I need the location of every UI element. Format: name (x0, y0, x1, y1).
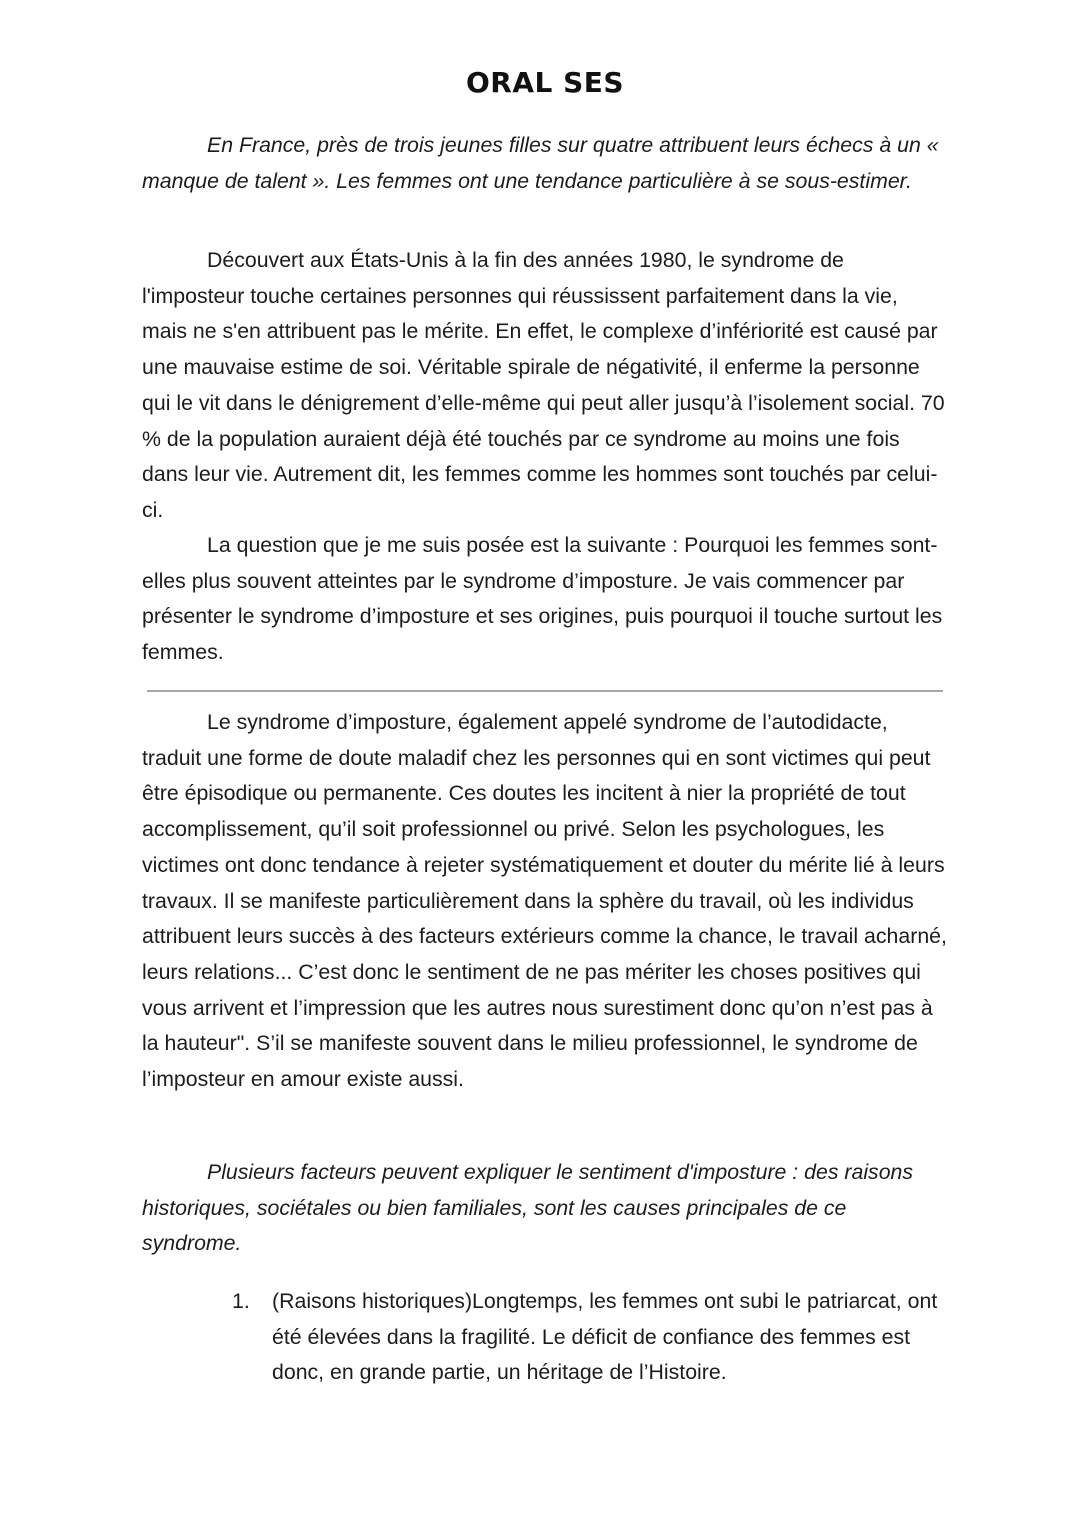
list-item (232, 1284, 952, 1391)
section-divider (147, 690, 943, 692)
definition-text: Le syndrome d’imposture, également appelé syndrome de l’autodidacte, traduit une forme de doute maladif chez les personnes qui en sont victimes qui peut être épisodique ou permanente. Ces doutes les incitent à nier la propriété de tout accomplissement, qu’il soit professionnel ou privé. Selon les psychologues, les victimes ont donc tendance à rejeter systématiquement et douter du mérite lié à leurs travaux. Il se manifeste particulièrement dans la sphère du travail, où les individus attribuent leurs succès à des facteurs extérieurs comme la chance, le travail acharné, leurs relations... C’est donc le sentiment de ne pas mériter les choses positives qui vous arrivent et l’impression que les autres nous surestiment donc qu’on n’est pas à la hauteur". S’il se manifeste souvent dans le milieu professionnel, le syndrome de l’imposteur en amour existe aussi. (142, 710, 947, 1092)
factors-text: Plusieurs facteurs peuvent expliquer le sentiment d'imposture : des raisons historiques, sociétales ou bien familiales, sont les causes principales de ce syndrome. (142, 1160, 914, 1256)
factors-paragraph (142, 1155, 947, 1262)
intro-text: En France, près de trois jeunes filles sur quatre attribuent leurs échecs à un « manque de talent ». Les femmes ont une tendance particulière à se sous-estimer. (142, 133, 939, 193)
question-paragraph (142, 528, 947, 671)
discovery-paragraph (142, 243, 947, 529)
definition-paragraph (142, 705, 947, 1098)
question-text: La question que je me suis posée est la suivante : Pourquoi les femmes sont-elles plus souvent atteintes par le syndrome d’imposture. Je vais commencer par présenter le syndrome d’imposture et ses origines, puis pourquoi il touche surtout les femmes. (142, 533, 943, 665)
document-title: ORAL SES (465, 66, 625, 99)
intro-paragraph (142, 128, 947, 199)
list-item-number: 1. (232, 1289, 250, 1313)
discovery-text: Découvert aux États-Unis à la fin des années 1980, le syndrome de l'imposteur touche certaines personnes qui réussissent parfaitement dans la vie, mais ne s'en attribuent pas le mérite. En effet, le complexe d’infériorité est causé par une mauvaise estime de soi. Véritable spirale de négativité, il enferme la personne qui le vit dans le dénigrement d’elle-même qui peut aller jusqu’à l’isolement social. 70 % de la population auraient déjà été touchés par ce syndrome au moins une fois dans leur vie. Autrement dit, les femmes comme les hommes sont touchés par celui-ci. (142, 248, 945, 522)
list-item-text: (Raisons historiques)Longtemps, les femmes ont subi le patriarcat, ont été élevées dans la fragilité. Le déficit de confiance des femmes est donc, en grande partie, un héritage de l’Histoire. (272, 1289, 938, 1385)
causes-list (232, 1284, 952, 1391)
